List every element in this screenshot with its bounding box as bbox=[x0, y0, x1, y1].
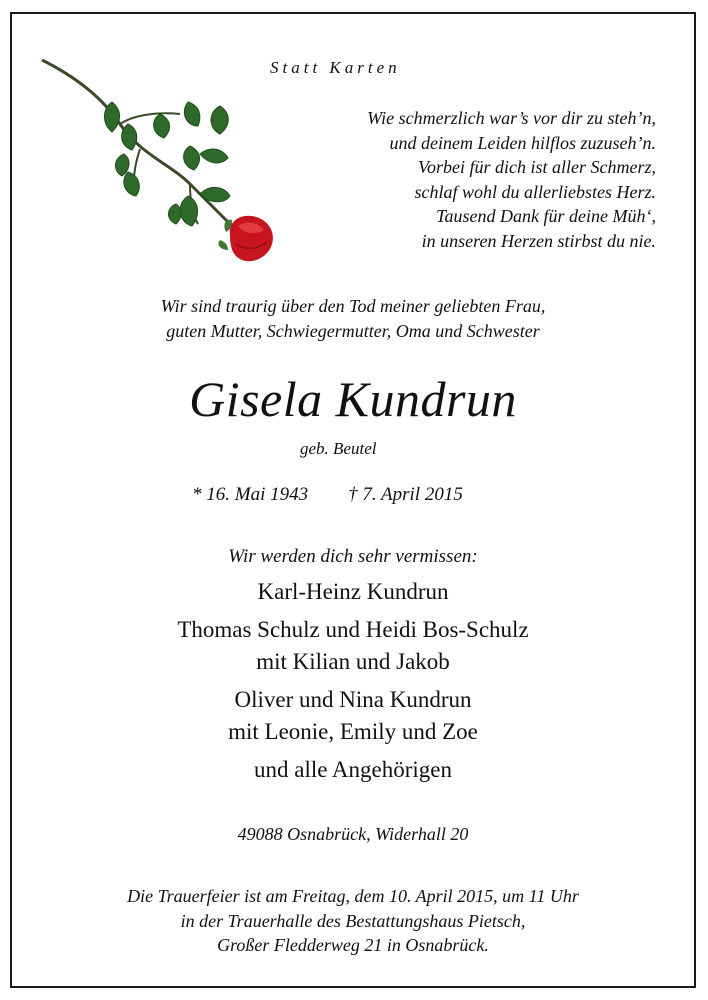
poem-line: Wie schmerzlich war’s vor dir zu steh’n, bbox=[367, 108, 656, 128]
address: 49088 Osnabrück, Widerhall 20 bbox=[237, 824, 469, 844]
mourner-line: Thomas Schulz und Heidi Bos-Schulz bbox=[177, 617, 529, 642]
intro-line: Wir sind traurig über den Tod meiner geliebten Frau, bbox=[160, 296, 546, 316]
poem-line: Vorbei für dich ist aller Schmerz, bbox=[418, 157, 656, 177]
birth-date: * 16. Mai 1943 bbox=[192, 484, 309, 505]
funeral-info bbox=[12, 884, 694, 958]
poem-line: in unseren Herzen stirbst du nie. bbox=[421, 230, 656, 251]
mourner-line: mit Kilian und Jakob bbox=[256, 649, 450, 674]
mourner-line: Karl-Heinz Kundrun bbox=[257, 579, 449, 604]
life-dates bbox=[192, 484, 463, 506]
header-statt-karten: Statt Karten bbox=[270, 58, 401, 77]
intro-line: guten Mutter, Schwiegermutter, Oma und Schwester bbox=[166, 321, 540, 341]
poem-line: schlaf wohl du allerliebstes Herz. bbox=[414, 181, 656, 202]
deceased-name: Gisela Kundrun bbox=[189, 371, 517, 427]
mourners-intro: Wir werden dich sehr vermissen: bbox=[228, 546, 478, 567]
mourners-list bbox=[12, 576, 694, 786]
mourner-line: Oliver und Nina Kundrun bbox=[234, 687, 472, 712]
funeral-line: in der Trauerhalle des Bestattungshaus Pietsch, bbox=[180, 910, 526, 931]
funeral-line: Die Trauerfeier ist am Freitag, dem 10. April 2015, um 11 Uhr bbox=[127, 886, 579, 906]
poem bbox=[367, 106, 656, 253]
maiden-name: geb. Beutel bbox=[300, 439, 377, 458]
rose-illustration bbox=[40, 54, 290, 284]
mourner-line: mit Leonie, Emily und Zoe bbox=[228, 719, 478, 744]
funeral-line: Großer Fledderweg 21 in Osnabrück. bbox=[217, 935, 489, 955]
obituary-card bbox=[10, 12, 696, 988]
poem-line: Tausend Dank für deine Müh‘, bbox=[436, 206, 656, 226]
death-date: † 7. April 2015 bbox=[348, 484, 463, 505]
poem-line: und deinem Leiden hilflos zuzuseh’n. bbox=[389, 132, 656, 153]
mourner-line: und alle Angehörigen bbox=[253, 757, 452, 782]
intro-text bbox=[12, 294, 694, 344]
